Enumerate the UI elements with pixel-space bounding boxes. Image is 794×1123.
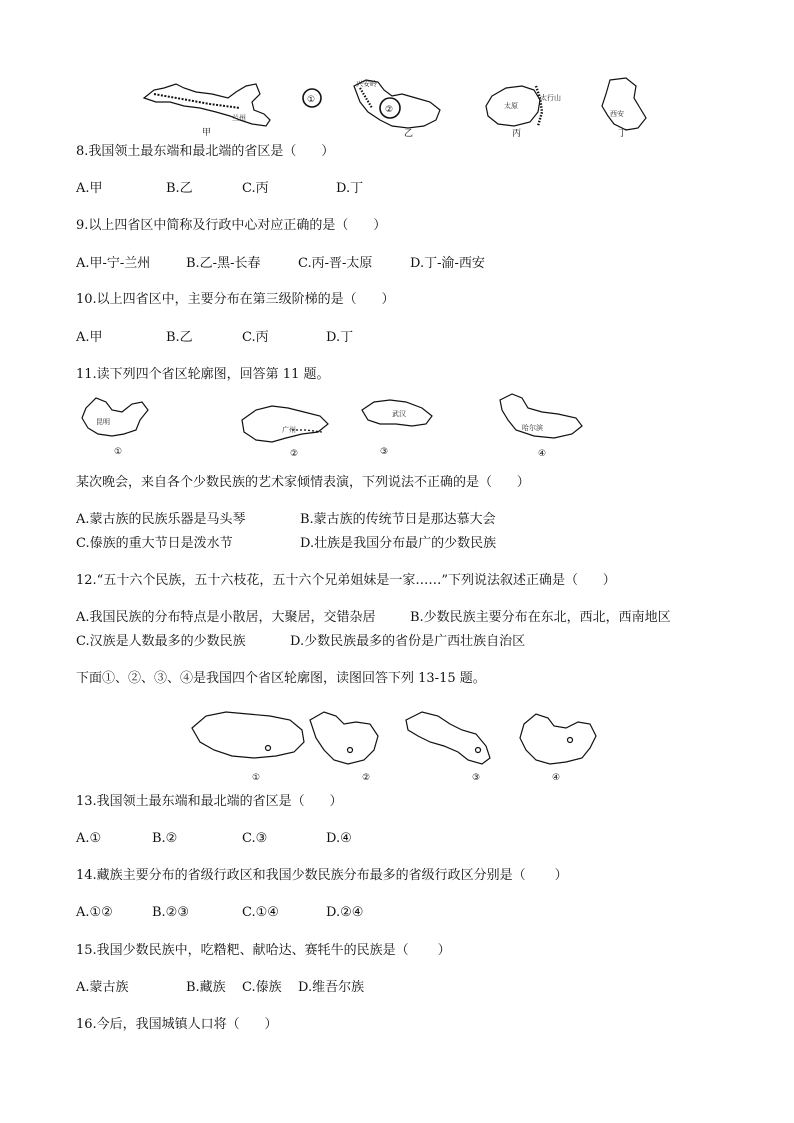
q16-stem: 16.今后，我国城镇人口将（ ）	[76, 1017, 278, 1032]
q15-option-a[interactable]: A.蒙古族	[76, 980, 129, 995]
figure-province-outlines-top	[140, 76, 660, 138]
label-marker-1: ①	[307, 95, 316, 105]
label-ding: 丁	[618, 129, 628, 138]
map-q13-1	[192, 712, 304, 758]
q14-option-c[interactable]: C.①④	[242, 905, 279, 920]
label-q13-2: ②	[362, 773, 371, 783]
map-text-lanzhou: 兰州	[232, 114, 246, 122]
q14-option-b[interactable]: B.②③	[152, 905, 189, 920]
q14-option-a[interactable]: A.①②	[76, 905, 113, 920]
map-q13-2	[310, 712, 378, 764]
map-q13-3	[406, 712, 490, 764]
q10-stem: 10.以上四省区中，主要分布在第三级阶梯的是（ ）	[76, 292, 395, 307]
q11-option-a[interactable]: A.蒙古族的民族乐器是马头琴	[76, 512, 246, 527]
map-q11-1	[82, 398, 148, 436]
q8-option-a[interactable]: A.甲	[76, 181, 103, 196]
q9-option-a[interactable]: A.甲-宁-兰州	[76, 256, 151, 271]
q10-option-d[interactable]: D.丁	[326, 330, 354, 345]
q9-option-b[interactable]: B.乙-黑-长春	[186, 256, 261, 271]
map-text-xinganling: 兴安岭	[356, 80, 377, 88]
q9-stem: 9.以上四省区中简称及行政中心对应正确的是（ ）	[76, 218, 387, 233]
q8-option-c[interactable]: C.丙	[242, 181, 269, 196]
q10-option-b[interactable]: B.乙	[166, 330, 193, 345]
label-jia: 甲	[202, 128, 212, 138]
map-q13-4	[520, 714, 596, 764]
label-q11-3: ③	[380, 447, 389, 457]
q11-question: 某次晚会，来自各个少数民族的艺术家倾情表演，下列说法不正确的是（ ）	[76, 475, 530, 490]
q15-option-d[interactable]: D.维吾尔族	[298, 980, 365, 995]
label-q11-1: ①	[114, 447, 123, 457]
map-text-kunming: 昆明	[96, 418, 110, 426]
label-q11-2: ②	[290, 449, 299, 459]
label-q13-4: ④	[552, 773, 561, 783]
map-text-xian: 西安	[610, 110, 624, 118]
q15-option-b[interactable]: B.藏族	[186, 980, 226, 995]
q13-option-a[interactable]: A.①	[76, 831, 102, 846]
q12-option-c[interactable]: C.汉族是人数最多的少数民族	[76, 634, 246, 649]
q12-stem: 12.“五十六个民族，五十六枝花，五十六个兄弟姐妹是一家……”下列说法叙述正确是（ ）	[76, 573, 616, 588]
figure-q13-outlines	[186, 706, 616, 786]
map-text-wuhan: 武汉	[392, 410, 406, 418]
label-marker-2: ②	[385, 105, 394, 115]
q9-option-c[interactable]: C.丙-晋-太原	[298, 256, 373, 271]
label-q13-3: ③	[472, 773, 481, 783]
map-text-taihangshan: 太行山	[540, 94, 561, 102]
q11-stem: 11.读下列四个省区轮廓图，回答第 11 题。	[76, 367, 330, 382]
q15-option-c[interactable]: C.傣族	[242, 980, 282, 995]
label-bing: 丙	[512, 129, 522, 138]
q8-option-b[interactable]: B.乙	[166, 181, 193, 196]
q9-option-d[interactable]: D.丁-渝-西安	[410, 256, 485, 271]
q11-option-c[interactable]: C.傣族的重大节日是泼水节	[76, 536, 233, 551]
label-q13-1: ①	[252, 773, 261, 783]
intro-13-15: 下面①、②、③、④是我国四个省区轮廓图，读图回答下列 13-15 题。	[76, 671, 486, 686]
map-text-harbin: 哈尔滨	[522, 424, 543, 432]
q14-stem: 14.藏族主要分布的省级行政区和我国少数民族分布最多的省级行政区分别是（ ）	[76, 868, 568, 883]
q11-option-b[interactable]: B.蒙古族的传统节日是那达慕大会	[300, 512, 496, 527]
map-ding	[602, 78, 646, 130]
q8-option-d[interactable]: D.丁	[336, 181, 364, 196]
map-jia	[144, 84, 270, 126]
map-text-guangzhou: 广州	[282, 426, 296, 434]
q13-option-c[interactable]: C.③	[242, 831, 268, 846]
q12-option-d[interactable]: D.少数民族最多的省份是广西壮族自治区	[290, 634, 526, 649]
q10-option-c[interactable]: C.丙	[242, 330, 269, 345]
q13-stem: 13.我国领土最东端和最北端的省区是（ ）	[76, 794, 343, 809]
q12-option-b[interactable]: B.少数民族主要分布在东北，西北，西南地区	[410, 610, 671, 625]
q15-stem: 15.我国少数民族中，吃糌粑、献哈达、赛牦牛的民族是（ ）	[76, 943, 451, 958]
label-yi: 乙	[404, 129, 414, 138]
q11-option-d[interactable]: D.壮族是我国分布最广的少数民族	[300, 536, 497, 551]
q8-stem: 8.我国领土最东端和最北端的省区是（ ）	[76, 144, 335, 159]
map-text-taiyuan: 太原	[504, 102, 518, 110]
q13-option-d[interactable]: D.④	[326, 831, 352, 846]
q14-option-d[interactable]: D.②④	[326, 905, 364, 920]
map-q11-2	[242, 406, 328, 442]
q12-option-a[interactable]: A.我国民族的分布特点是小散居，大聚居，交错杂居	[76, 610, 376, 625]
q10-option-a[interactable]: A.甲	[76, 330, 103, 345]
q13-option-b[interactable]: B.②	[152, 831, 178, 846]
figure-q11-outlines	[76, 390, 596, 460]
label-q11-4: ④	[538, 449, 547, 459]
